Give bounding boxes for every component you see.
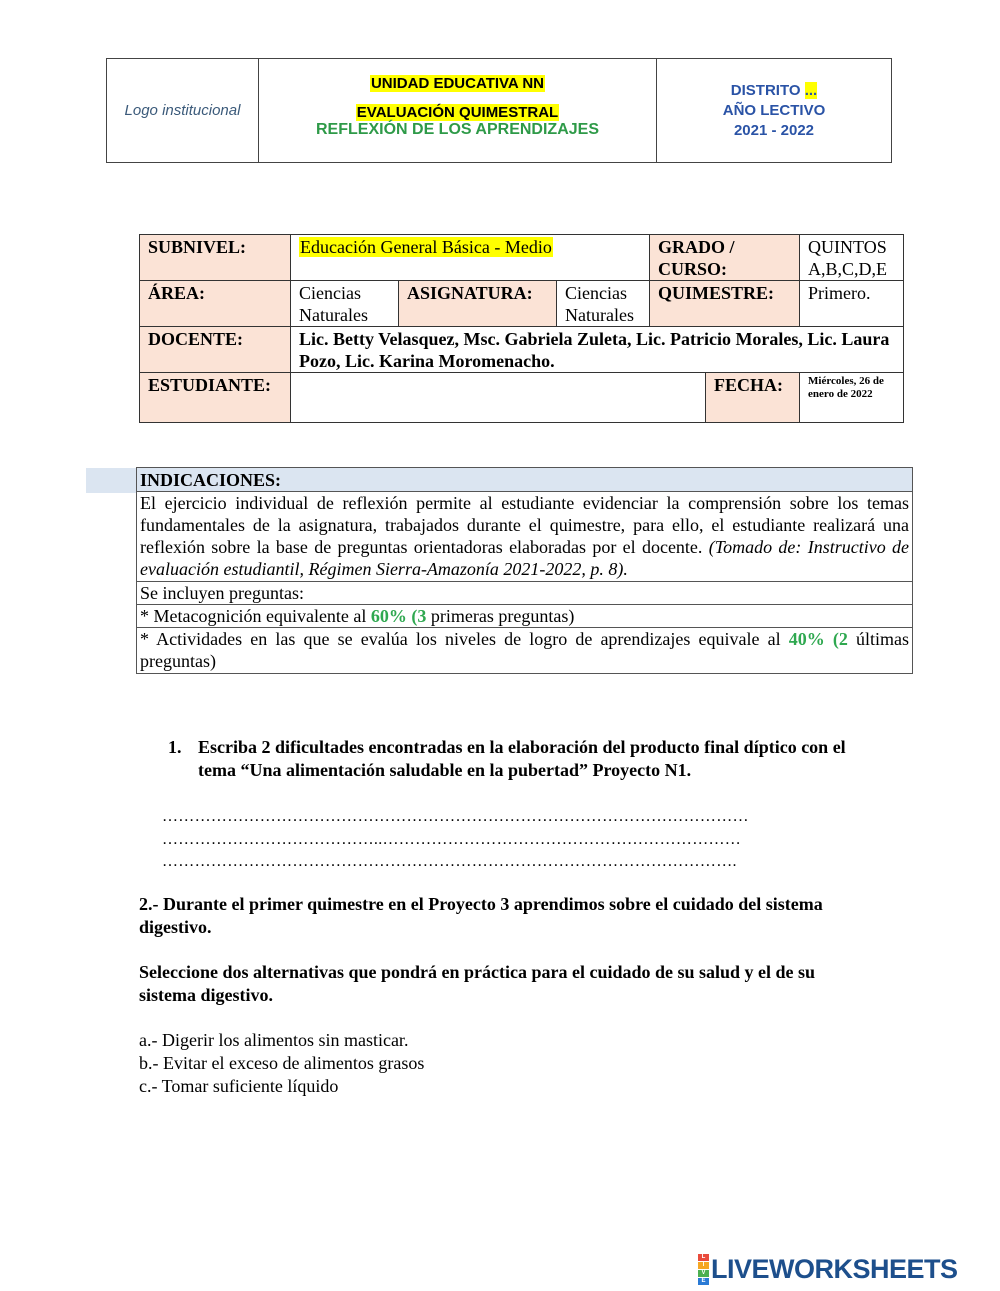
grado-value: QUINTOS A,B,C,D,E	[800, 235, 904, 281]
estudiante-field[interactable]	[291, 373, 706, 423]
indicaciones-strip	[86, 468, 136, 493]
option-a[interactable]: a.- Digerir los alimentos sin masticar.	[139, 1030, 409, 1050]
includes-text: Se incluyen preguntas:	[137, 582, 913, 605]
question-2-instruction: Seleccione dos alternativas que pondrá en práctica para el cuidado de su salud y el de su sistema digestivo.	[139, 962, 816, 1005]
estudiante-label: ESTUDIANTE:	[140, 373, 291, 423]
meta-percent: 60% (3	[370, 606, 427, 626]
fecha-label: FECHA:	[706, 373, 800, 423]
meta-suffix: primeras preguntas)	[430, 606, 575, 626]
asignatura-value: Ciencias Naturales	[557, 281, 650, 327]
indicaciones-citation: (Tomado de: Instructivo de evaluación estudiantil, Régimen Sierra-Amazonía 2021-2022, p. 8).	[140, 537, 910, 579]
logo-placeholder: Logo institucional	[107, 59, 259, 162]
evaluation-title: EVALUACIÓN QUIMESTRAL	[356, 104, 559, 121]
indicaciones-paragraph	[137, 492, 913, 582]
logo-block: L	[698, 1254, 709, 1261]
year-value: 2021 - 2022	[733, 121, 815, 139]
logo-block: V	[698, 1270, 709, 1277]
question-1	[168, 736, 868, 782]
area-value: Ciencias Naturales	[291, 281, 399, 327]
logo-block: E	[698, 1278, 709, 1285]
logo-block: I	[698, 1262, 709, 1269]
header-district	[657, 59, 891, 162]
activities-row	[137, 628, 913, 674]
subnivel-label: SUBNIVEL:	[140, 235, 291, 281]
info-table	[139, 234, 904, 423]
meta-prefix: * Metacognición equivalente al	[140, 606, 367, 626]
docente-value: Lic. Betty Velasquez, Msc. Gabriela Zuleta, Lic. Patricio Morales, Lic. Laura Pozo, Lic. Karina Moromenacho.	[291, 327, 904, 373]
answer-line-3[interactable]: …………………………………………………………………………………………….	[162, 853, 737, 870]
area-label: ÁREA:	[140, 281, 291, 327]
header-box	[106, 58, 892, 163]
indicaciones-table	[136, 467, 913, 674]
district-value: ...	[804, 81, 818, 99]
question-1-text: Escriba 2 dificultades encontradas en la elaboración del producto final díptico con el tema “Una alimentación saludable en la pubertad” Proyecto N1.	[198, 737, 846, 780]
brand-name: LIVEWORKSHEETS	[711, 1254, 958, 1284]
question-1-number: 1.	[168, 737, 182, 757]
year-label: AÑO LECTIVO	[722, 101, 826, 119]
asignatura-label: ASIGNATURA:	[399, 281, 557, 327]
option-b[interactable]: b.- Evitar el exceso de alimentos grasos	[139, 1053, 425, 1073]
district-label: DISTRITO	[730, 81, 801, 99]
option-c[interactable]: c.- Tomar suficiente líquido	[139, 1076, 339, 1096]
act-prefix: * Actividades en las que se evalúa los niveles de logro de aprendizajes equivale al	[140, 629, 781, 649]
answer-line-1[interactable]: ………………………………………………………………………………………………	[162, 808, 749, 825]
act-suffix: últimas preguntas)	[140, 629, 910, 671]
act-percent: 40% (2	[788, 629, 848, 649]
metacognition-row	[137, 605, 913, 628]
docente-label: DOCENTE:	[140, 327, 291, 373]
question-2-text: 2.- Durante el primer quimestre en el Proyecto 3 aprendimos sobre el cuidado del sistema digestivo.	[139, 894, 823, 937]
logo-blocks-icon	[698, 1254, 709, 1285]
indicaciones-title: INDICACIONES:	[137, 468, 913, 492]
grado-label: GRADO / CURSO:	[650, 235, 800, 281]
subnivel-value: Educación General Básica - Medio	[300, 237, 552, 257]
district-line	[731, 81, 817, 101]
header-titles	[259, 59, 657, 162]
evaluation-subtitle: REFLEXIÓN DE LOS APRENDIZAJES	[316, 121, 599, 138]
school-name: UNIDAD EDUCATIVA NN	[370, 75, 545, 92]
liveworksheets-logo	[698, 1254, 958, 1285]
answer-line-2[interactable]: …………………………………..…………………………………………………………	[162, 831, 742, 848]
quimestre-value: Primero.	[800, 281, 904, 327]
indicaciones-text: El ejercicio individual de reflexión permite al estudiante evidenciar la comprensión sobre los temas fundamentales de la asignatura, trabajados durante el quimestre, para ello, el estudiante realizará una reflexión sobre la base de preguntas orientadoras elaboradas por el docente.	[140, 493, 909, 557]
fecha-value: Miércoles, 26 de enero de 2022	[800, 373, 904, 423]
quimestre-label: QUIMESTRE:	[650, 281, 800, 327]
